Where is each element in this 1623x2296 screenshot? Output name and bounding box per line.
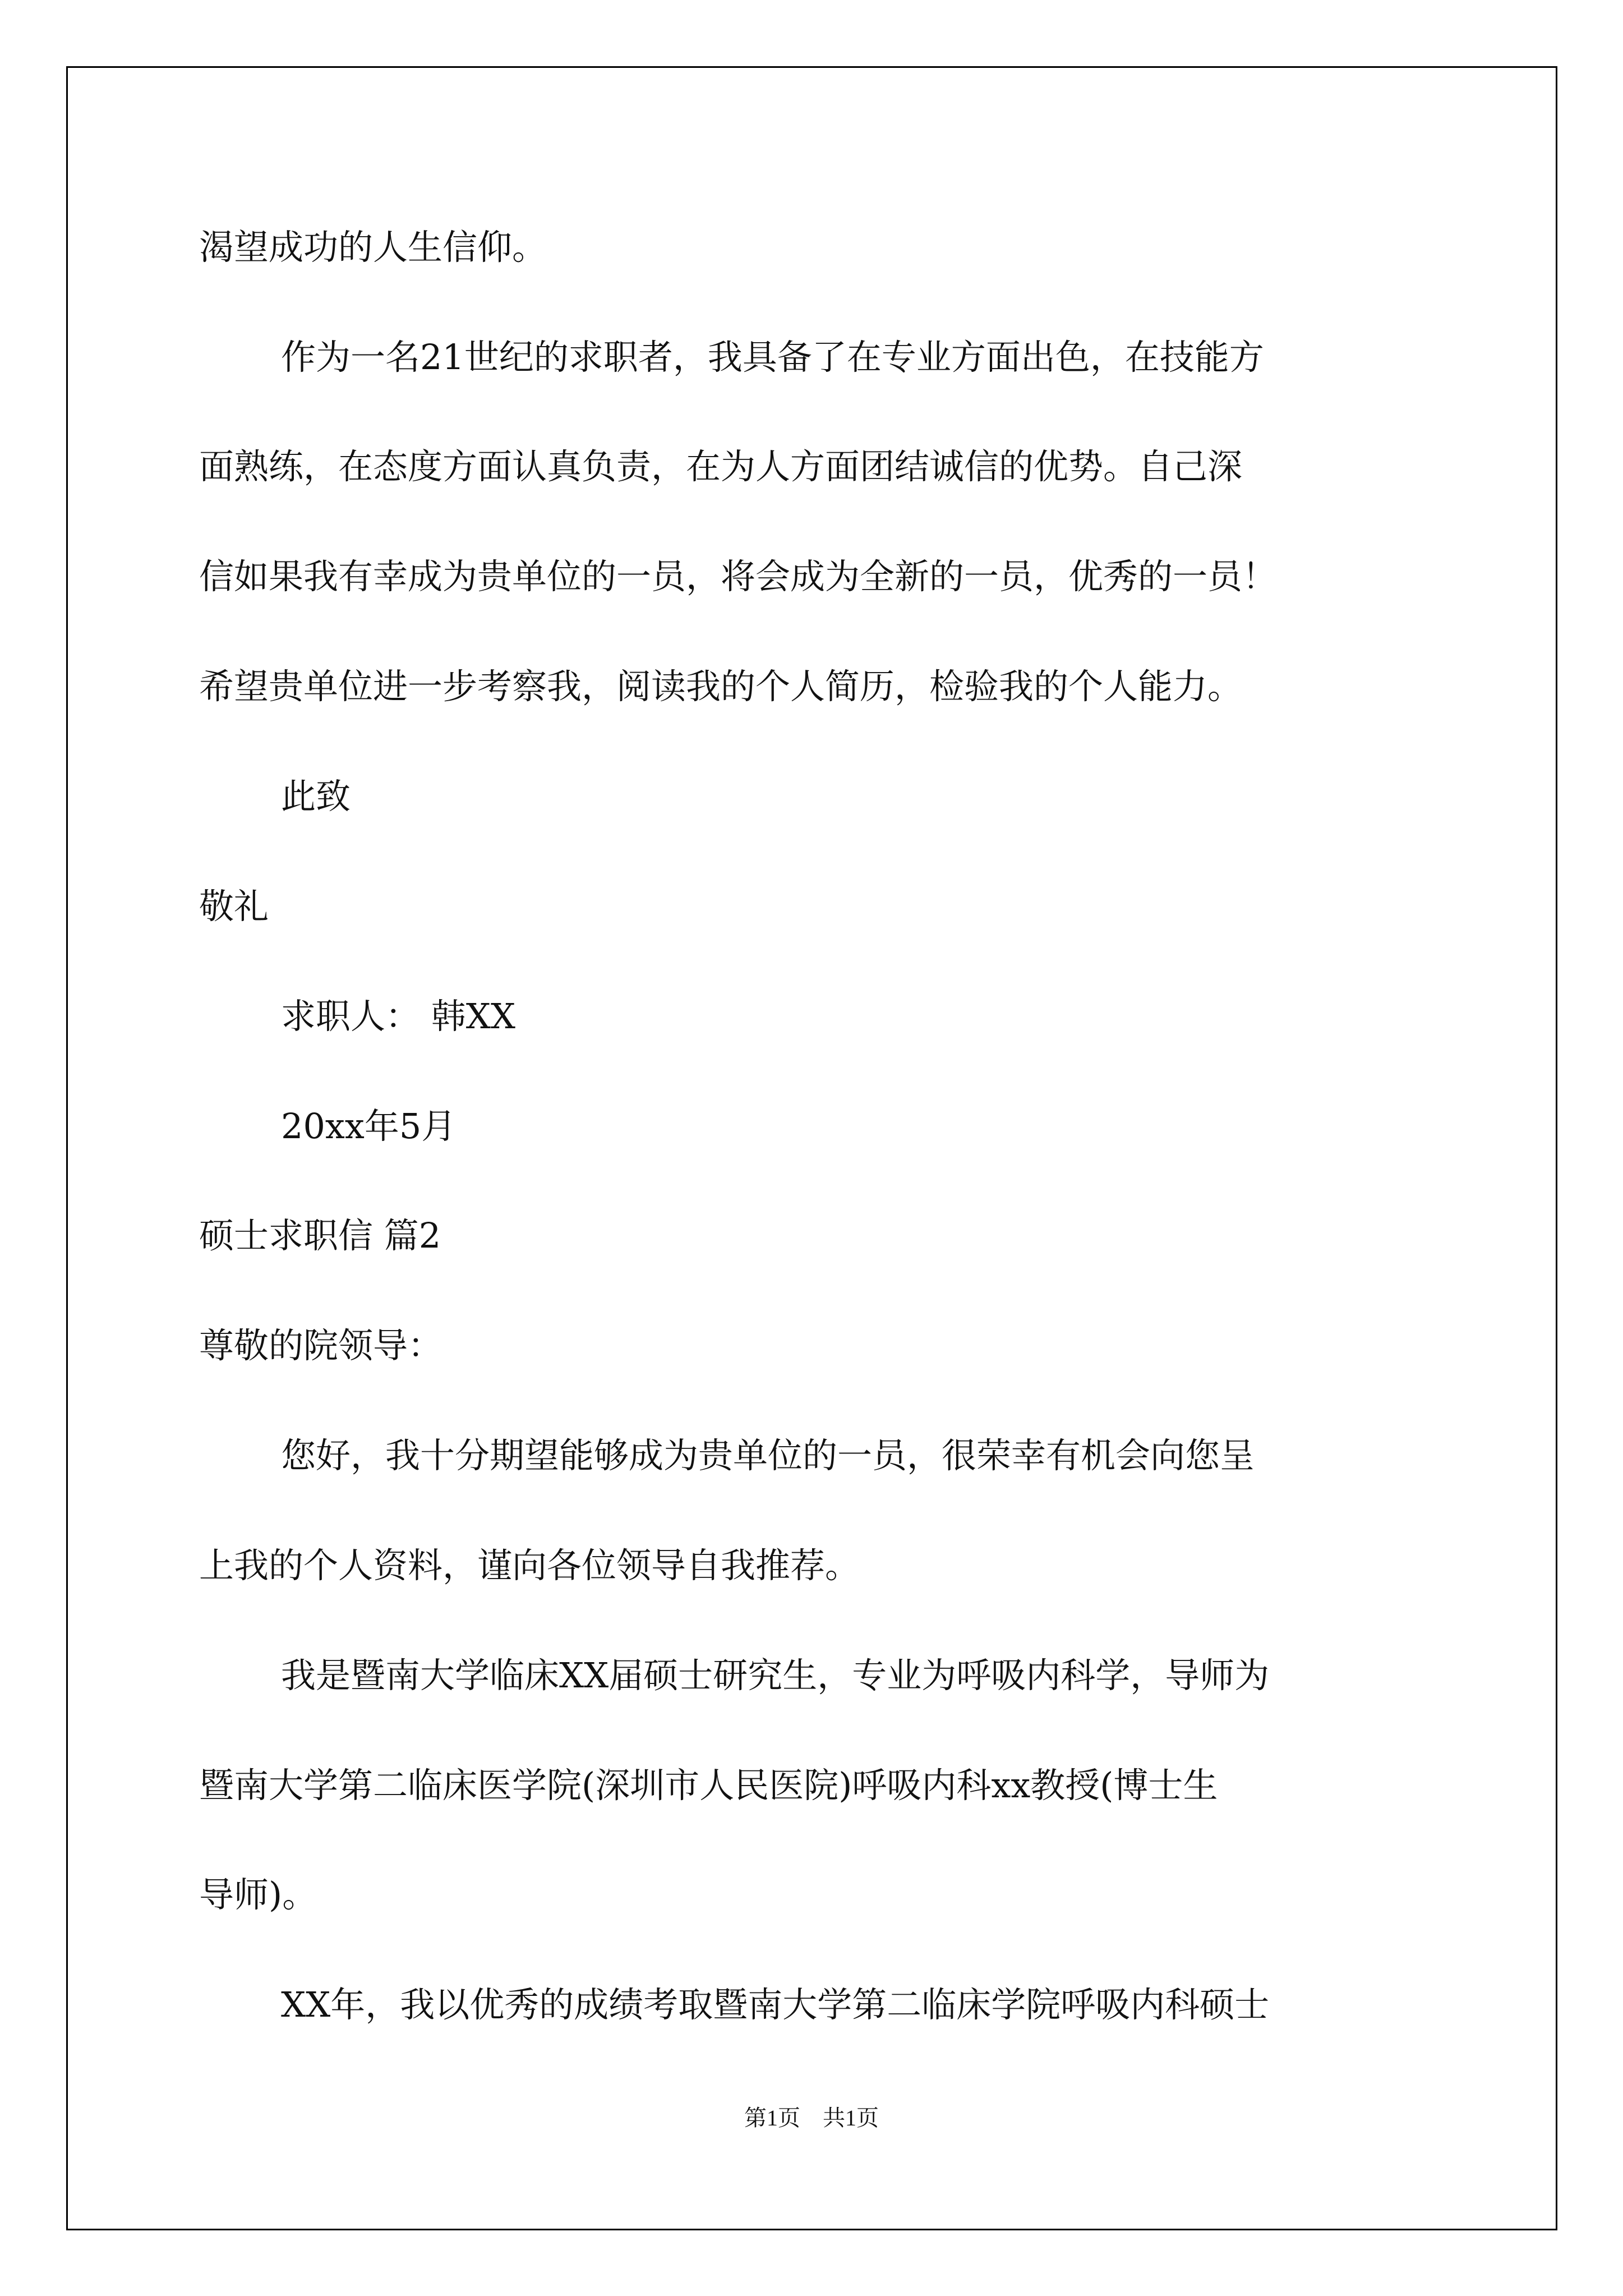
- text-line: 20xx年5月: [281, 1106, 457, 1147]
- text-line: 暨南大学第二临床医学院(深圳市人民医院)呼吸内科xx教授(博士生: [199, 1765, 1218, 1806]
- text-line: 敬礼: [199, 886, 269, 927]
- text-line: XX年，我以优秀的成绩考取暨南大学第二临床学院呼吸内科硕士: [281, 1984, 1270, 2025]
- text-line: 我是暨南大学临床XX届硕士研究生，专业为呼吸内科学，导师为: [281, 1655, 1270, 1696]
- text-line: 面熟练，在态度方面认真负责，在为人方面团结诚信的优势。自己深: [199, 446, 1243, 487]
- section-heading: 硕士求职信 篇2: [199, 1215, 441, 1256]
- text-line: 求职人： 韩XX: [281, 996, 515, 1037]
- text-line: 渴望成功的人生信仰。: [199, 227, 547, 268]
- text-line: 信如果我有幸成为贵单位的一员，将会成为全新的一员，优秀的一员！: [199, 556, 1278, 597]
- text-line: 作为一名21世纪的求职者，我具备了在专业方面出色，在技能方: [281, 337, 1264, 378]
- page-footer: 第1页 共1页: [744, 2105, 879, 2131]
- text-line: 此致: [281, 776, 351, 817]
- text-line: 导师)。: [199, 1874, 317, 1915]
- salutation: 尊敬的院领导：: [199, 1325, 443, 1366]
- text-line: 上我的个人资料，谨向各位领导自我推荐。: [199, 1545, 860, 1586]
- text-line: 希望贵单位进一步考察我，阅读我的个人简历，检验我的个人能力。: [199, 666, 1243, 707]
- text-line: 您好，我十分期望能够成为贵单位的一员，很荣幸有机会向您呈: [281, 1435, 1255, 1476]
